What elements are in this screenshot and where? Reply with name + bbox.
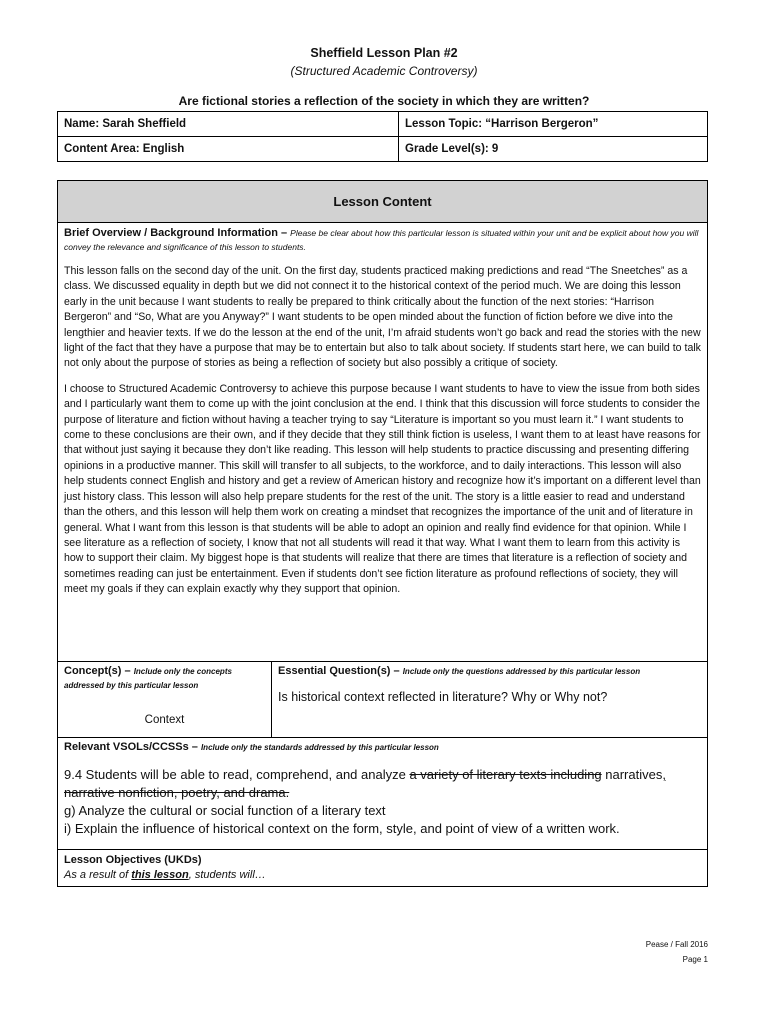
- lesson-content-table: [57, 180, 708, 887]
- lesson-topic: Lesson Topic: “Harrison Bergeron”: [399, 112, 708, 137]
- overview-note: Please be clear about how this particular lesson is situated within your unit and be explicit about how you will convey the relevance and significance of this lesson to students.: [64, 228, 699, 252]
- essential-question-title: [278, 664, 701, 678]
- objectives-title: Lesson Objectives (UKDs): [64, 854, 202, 866]
- standards-title-text: Relevant VSOLs/CCSSs –: [64, 741, 201, 753]
- standard-9-4-end: narratives: [601, 767, 663, 782]
- footer-course: Pease / Fall 2016: [645, 940, 708, 949]
- standard-9-4-start: 9.4 Students will be able to read, comprehend, and analyze: [64, 767, 410, 782]
- essential-question-value: Is historical context reflected in literature? Why or Why not?: [278, 690, 608, 704]
- overview-section: [58, 223, 707, 661]
- standards-note: Include only the standards addressed by this particular lesson: [200, 743, 439, 752]
- objectives-line-start: As a result of: [64, 869, 132, 881]
- standards-title: [64, 740, 701, 754]
- standard-9-4-struck: a variety of literary texts including: [409, 767, 602, 782]
- overview-paragraph-1: This lesson falls on the second day of the unit. On the first day, students practiced making predictions and read “The Sneetches” as a class. We discussed equality in depth but we did not connect it to the historical context of the period much. We are doing this lesson early in the unit because I want students to really be prepared to think critically about the function of the next stories: “Harrison Bergeron” and “So, What are you Anyway?” I want students to be open minded about the function of fiction before we dive into the lengthier and heavier texts. If we do the lesson at the end of the unit, I’m afraid students won’t go back and read the stories with the new light of the fact that they have a purpose that may be to entertain but also to talk about society. If students start here, we can build to talk not only about the purpose of stories as being a reflection of society but also possibly a critique of society.: [64, 265, 701, 370]
- driving-question: Are fictional stories a reflection of the society in which they are written?: [178, 94, 590, 108]
- concept-question-row: [58, 661, 707, 737]
- overview-title-text: Brief Overview / Background Information –: [64, 227, 291, 239]
- concepts-cell: [58, 662, 272, 737]
- standard-9-4-comma: ,: [662, 767, 666, 782]
- essential-question-cell: [272, 662, 707, 737]
- essential-question-title-text: Essential Question(s) –: [278, 665, 403, 677]
- document-title: Sheffield Lesson Plan #2: [310, 46, 458, 60]
- footer-page: Page 1: [682, 955, 708, 964]
- lesson-info-table: [57, 111, 708, 162]
- lesson-content-heading: Lesson Content: [58, 181, 707, 223]
- objectives-section: [58, 849, 707, 887]
- concepts-title: [64, 664, 265, 692]
- content-area: Content Area: English: [58, 137, 399, 162]
- standards-section: [58, 737, 707, 849]
- objectives-line: [64, 867, 701, 883]
- document-subtitle: (Structured Academic Controversy): [290, 64, 478, 78]
- concepts-title-text: Concept(s) –: [64, 665, 134, 677]
- standard-9-4-struck-line: narrative nonfiction, poetry, and drama.: [64, 785, 290, 800]
- objectives-line-end: , students will…: [188, 869, 266, 881]
- standard-9-4: [64, 766, 701, 784]
- grade-level: Grade Level(s): 9: [399, 137, 708, 162]
- essential-question-note: Include only the questions addressed by this particular lesson: [402, 667, 641, 676]
- standard-g: g) Analyze the cultural or social function of a literary text: [64, 803, 386, 818]
- standard-i: i) Explain the influence of historical context on the form, style, and point of view of a written work.: [64, 821, 620, 836]
- overview-paragraph-2: I choose to Structured Academic Controversy to achieve this purpose because I want students to have to view the issue from both sides and I particularly want them to come up with the joint conclusion at the end. I think that this discussion will force students to consider the purpose of literature and fiction without having a teacher trying to say “Literature is important so you must learn it.” I want students to come to these conclusions are their own, and if they decide that they still think fiction is useless, I want them to at least have reasons for that without just saying it because they don’t like reading. This lesson will help students to practice discussing and presenting differing opinions in a productive manner. This skill will transfer to all subjects, to the workforce, and to daily interactions. This lesson will also help students connect English and history and get a review of American history and recognize how it’s important on a different level than just history class. This lesson will also help prepare students for the rest of the unit. The story is a little easier to read and understand than the others, and this lesson will help them work on creating a mindset that recognizes the importance of the unit and of literature in general. What I want from this lesson is that students will be able to adopt an opinion and really find evidence for that opinion. While I see literature as a reflection of society, I know that not all students will read it that way. What I want them to learn from this activity is how to support their claim. My biggest hope is that students will realize that there are times that literature is a reflection of society and sometimes reading can just be entertainment. Even if students don’t see fiction literature as profound reflections of society, they will meet my goals if they can explain exactly why they support that opinion.: [64, 382, 701, 596]
- concept-value: Context: [144, 714, 185, 726]
- overview-title: [64, 226, 701, 254]
- concepts-note: Include only the concepts addressed by this particular lesson: [64, 667, 232, 690]
- teacher-name: Name: Sarah Sheffield: [58, 112, 399, 137]
- objectives-line-emph: this lesson: [131, 869, 189, 881]
